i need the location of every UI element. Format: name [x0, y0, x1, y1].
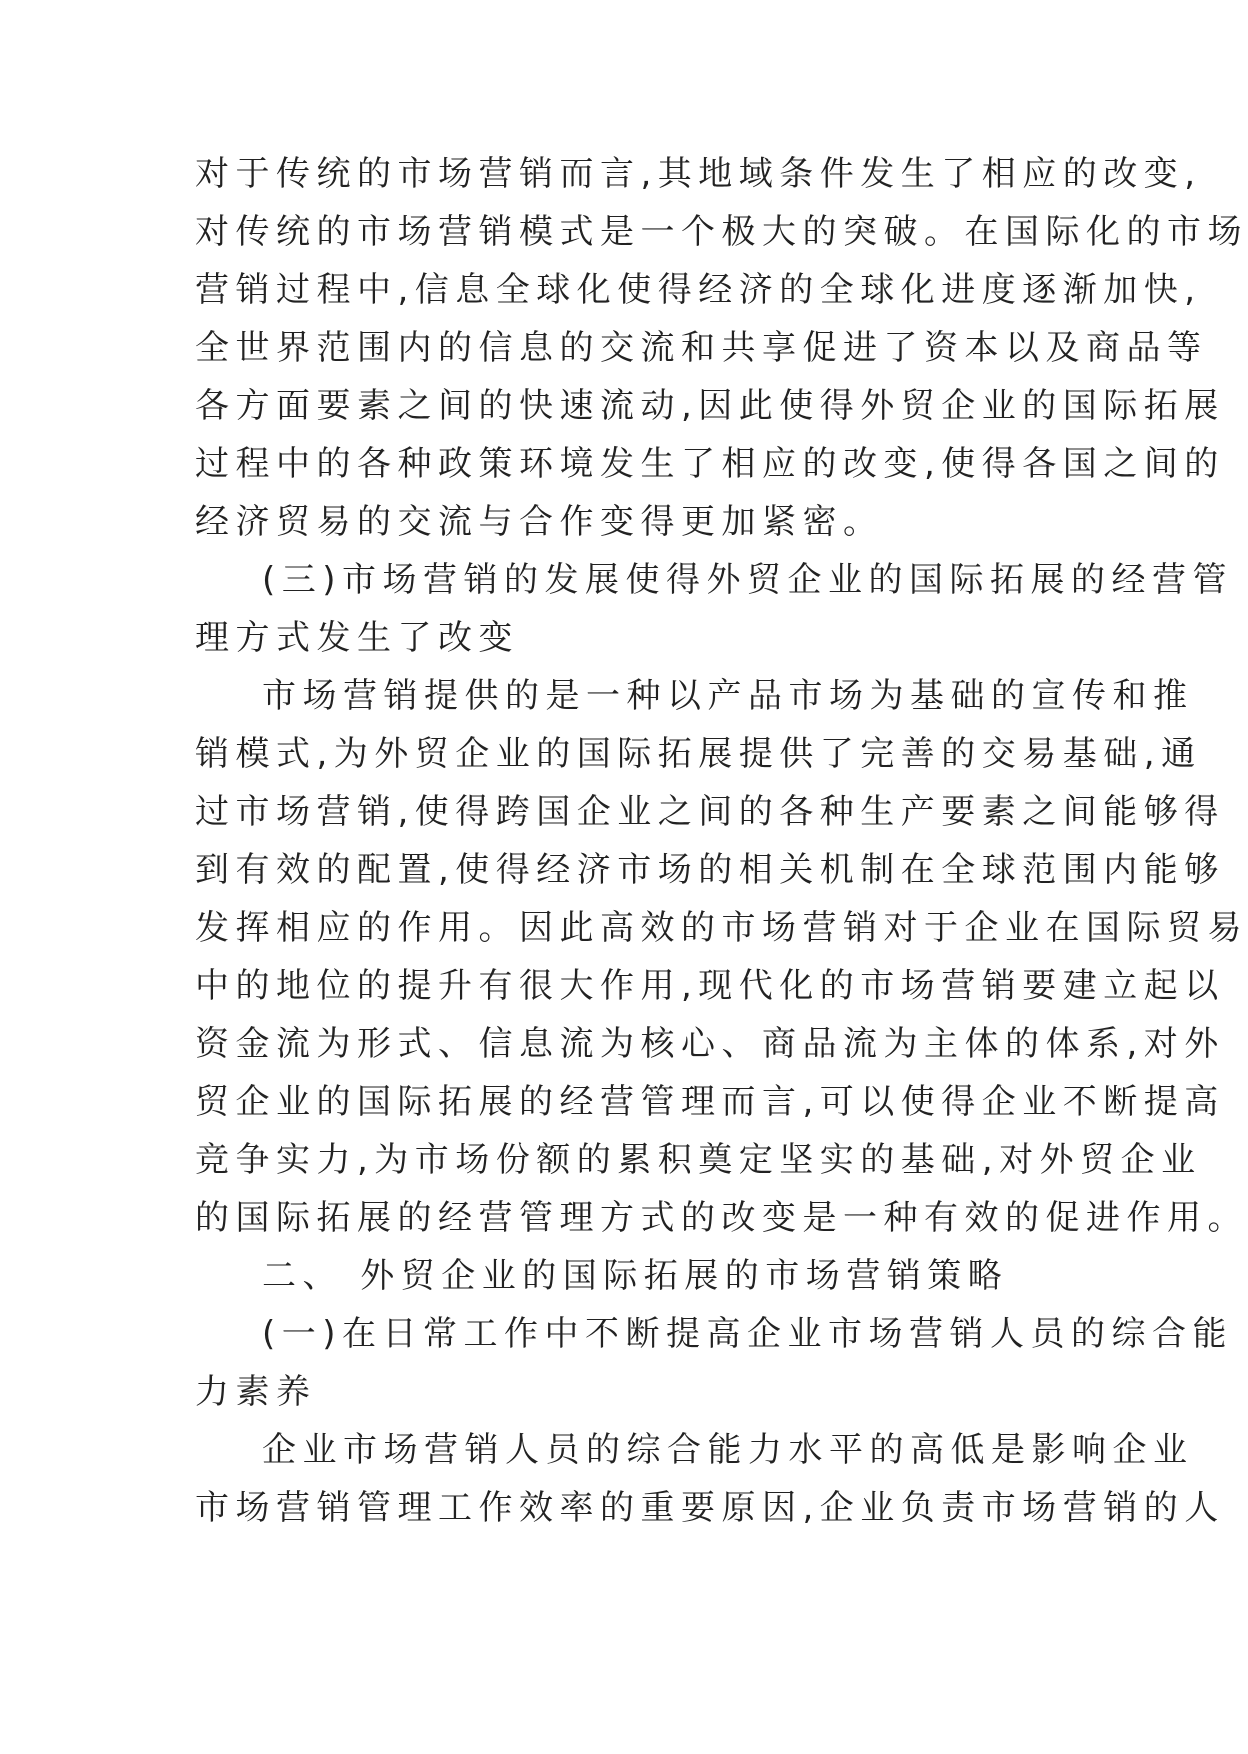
text-line: 企业市场营销人员的综合能力水平的高低是影响企业: [262, 1430, 1194, 1470]
text-line: 市场营销管理工作效率的重要原因,企业负责市场营销的人: [195, 1488, 1225, 1528]
text-line: 对于传统的市场营销而言,其地域条件发生了相应的改变,: [195, 154, 1202, 194]
text-line: 销模式,为外贸企业的国际拓展提供了完善的交易基础,通: [195, 734, 1202, 774]
text-line: 全世界范围内的信息的交流和共享促进了资本以及商品等: [195, 328, 1208, 368]
text-line: 各方面要素之间的快速流动,因此使得外贸企业的国际拓展: [195, 386, 1225, 426]
text-line: 贸企业的国际拓展的经营管理而言,可以使得企业不断提高: [195, 1082, 1225, 1122]
text-line: 经济贸易的交流与合作变得更加紧密。: [195, 502, 884, 542]
text-line: 资金流为形式、信息流为核心、商品流为主体的体系,对外: [195, 1024, 1225, 1064]
section-heading: 力素养: [195, 1372, 317, 1412]
section-heading: 理方式发生了改变: [195, 618, 519, 658]
text-line: 市场营销提供的是一种以产品市场为基础的宣传和推: [262, 676, 1194, 716]
text-line: 的国际拓展的经营管理方式的改变是一种有效的促进作用。: [195, 1198, 1248, 1238]
text-line: 中的地位的提升有很大作用,现代化的市场营销要建立起以: [195, 966, 1225, 1006]
text-line: 竞争实力,为市场份额的累积奠定坚实的基础,对外贸企业: [195, 1140, 1202, 1180]
text-line: 过市场营销,使得跨国企业之间的各种生产要素之间能够得: [195, 792, 1225, 832]
text-line: 到有效的配置,使得经济市场的相关机制在全球范围内能够: [195, 850, 1225, 890]
text-line: 营销过程中,信息全球化使得经济的全球化进度逐渐加快,: [195, 270, 1202, 310]
section-heading: 二、 外贸企业的国际拓展的市场营销策略: [262, 1256, 1009, 1296]
section-heading: (一)在日常工作中不断提高企业市场营销人员的综合能: [262, 1314, 1234, 1354]
section-heading: (三)市场营销的发展使得外贸企业的国际拓展的经营管: [262, 560, 1234, 600]
text-line: 发挥相应的作用。因此高效的市场营销对于企业在国际贸易: [195, 908, 1248, 948]
text-line: 过程中的各种政策环境发生了相应的改变,使得各国之间的: [195, 444, 1225, 484]
text-line: 对传统的市场营销模式是一个极大的突破。在国际化的市场: [195, 212, 1248, 252]
